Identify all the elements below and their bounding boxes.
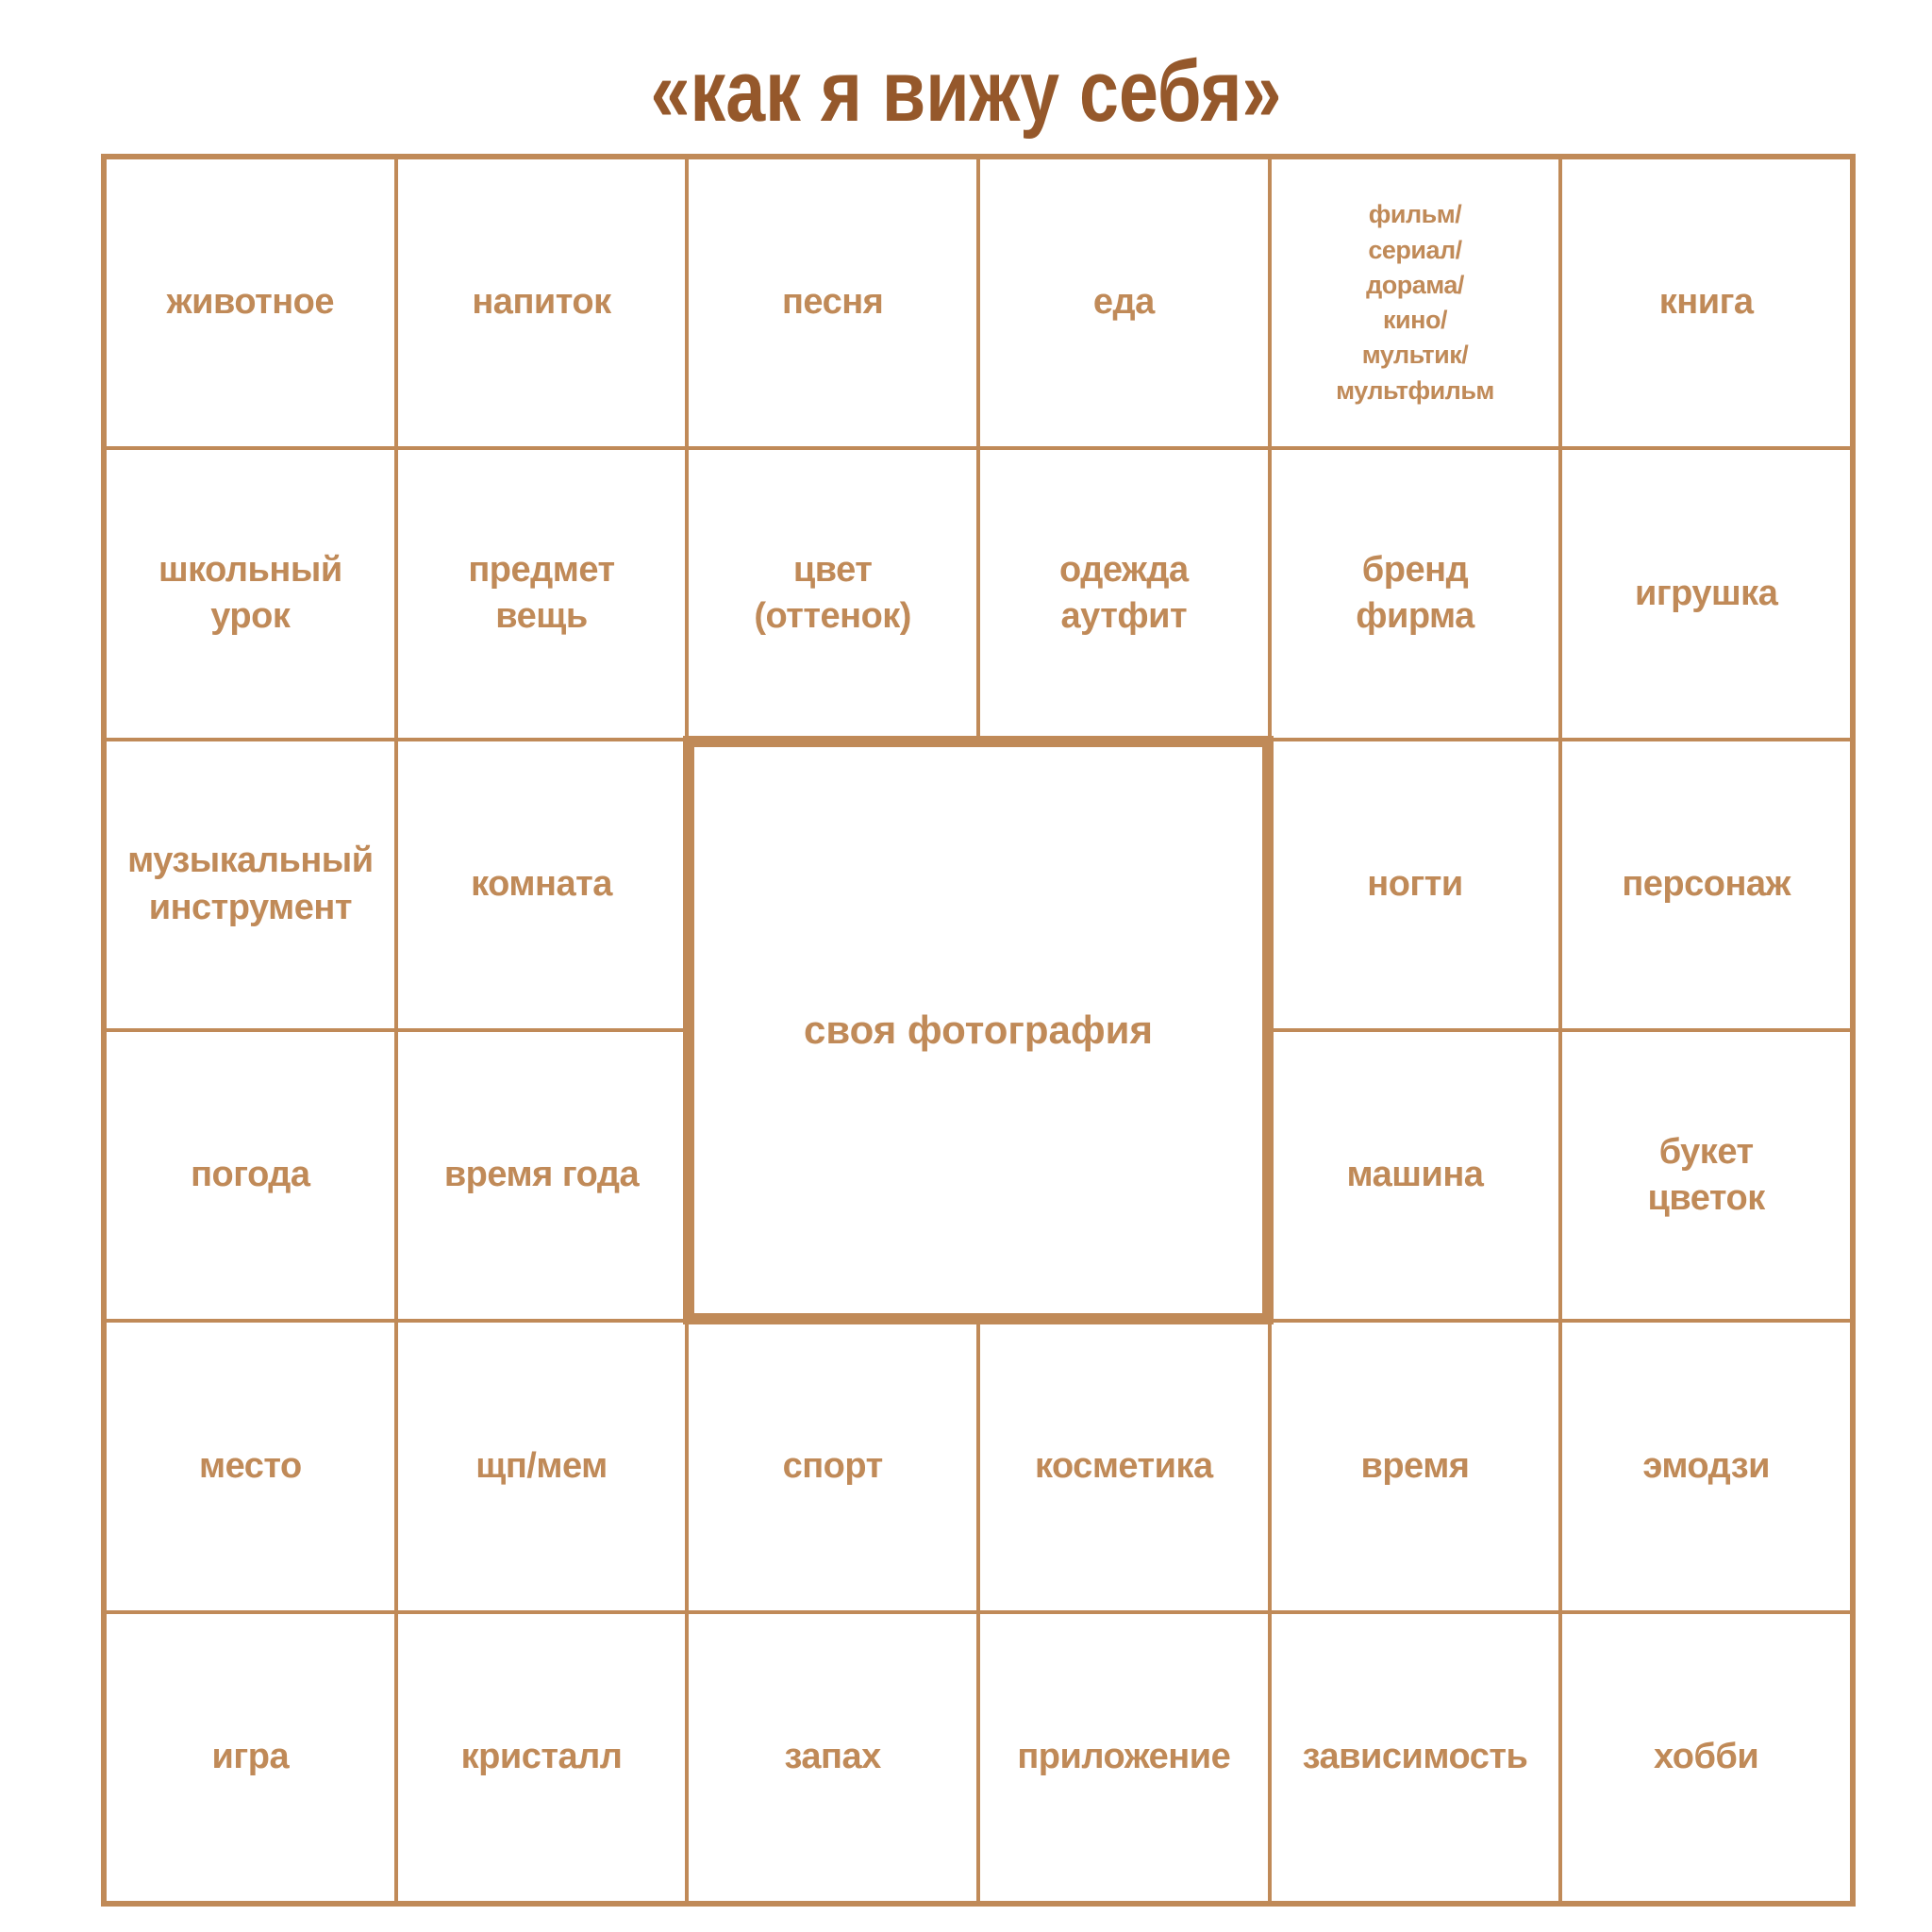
grid-cell[interactable]: букет цветок bbox=[1560, 1030, 1852, 1321]
grid-cell[interactable]: запах bbox=[687, 1612, 978, 1903]
grid-cell[interactable]: игрушка bbox=[1560, 448, 1852, 739]
grid-cell[interactable]: животное bbox=[105, 158, 396, 448]
grid-cell[interactable]: время bbox=[1270, 1321, 1561, 1611]
grid-cell[interactable]: музыкальный инструмент bbox=[105, 740, 396, 1030]
grid-cell[interactable]: косметика bbox=[978, 1321, 1270, 1611]
grid-cell[interactable]: песня bbox=[687, 158, 978, 448]
bingo-grid bbox=[101, 154, 1856, 1907]
grid-cell[interactable]: предмет вещь bbox=[396, 448, 688, 739]
grid-cell[interactable]: игра bbox=[105, 1612, 396, 1903]
grid-cell[interactable]: хобби bbox=[1560, 1612, 1852, 1903]
grid-cell[interactable]: приложение bbox=[978, 1612, 1270, 1903]
grid-cell[interactable]: фильм/ сериал/ дорама/ кино/ мультик/ мультфильм bbox=[1270, 158, 1561, 448]
grid-cell[interactable]: школьный урок bbox=[105, 448, 396, 739]
grid-cell[interactable]: щп/мем bbox=[396, 1321, 688, 1611]
grid-cell[interactable]: кристалл bbox=[396, 1612, 688, 1903]
grid-cell[interactable]: книга bbox=[1560, 158, 1852, 448]
grid-cell[interactable]: время года bbox=[396, 1030, 688, 1321]
grid-cell[interactable]: эмодзи bbox=[1560, 1321, 1852, 1611]
grid-cell[interactable]: место bbox=[105, 1321, 396, 1611]
center-photo-cell[interactable] bbox=[683, 736, 1273, 1325]
grid-cell[interactable]: комната bbox=[396, 740, 688, 1030]
grid-cell[interactable]: бренд фирма bbox=[1270, 448, 1561, 739]
grid-cell[interactable]: еда bbox=[978, 158, 1270, 448]
grid-cell[interactable]: машина bbox=[1270, 1030, 1561, 1321]
grid-cell[interactable]: персонаж bbox=[1560, 740, 1852, 1030]
grid-cell[interactable]: погода bbox=[105, 1030, 396, 1321]
grid-cell[interactable]: ногти bbox=[1270, 740, 1561, 1030]
page-title: «как я вижу себя» bbox=[650, 43, 1282, 140]
grid-cell[interactable]: спорт bbox=[687, 1321, 978, 1611]
grid-cell[interactable]: цвет (оттенок) bbox=[687, 448, 978, 739]
center-photo-label: своя фотография bbox=[804, 1007, 1153, 1052]
grid-cell[interactable]: напиток bbox=[396, 158, 688, 448]
grid-cell[interactable]: зависимость bbox=[1270, 1612, 1561, 1903]
grid-cell[interactable]: одежда аутфит bbox=[978, 448, 1270, 739]
